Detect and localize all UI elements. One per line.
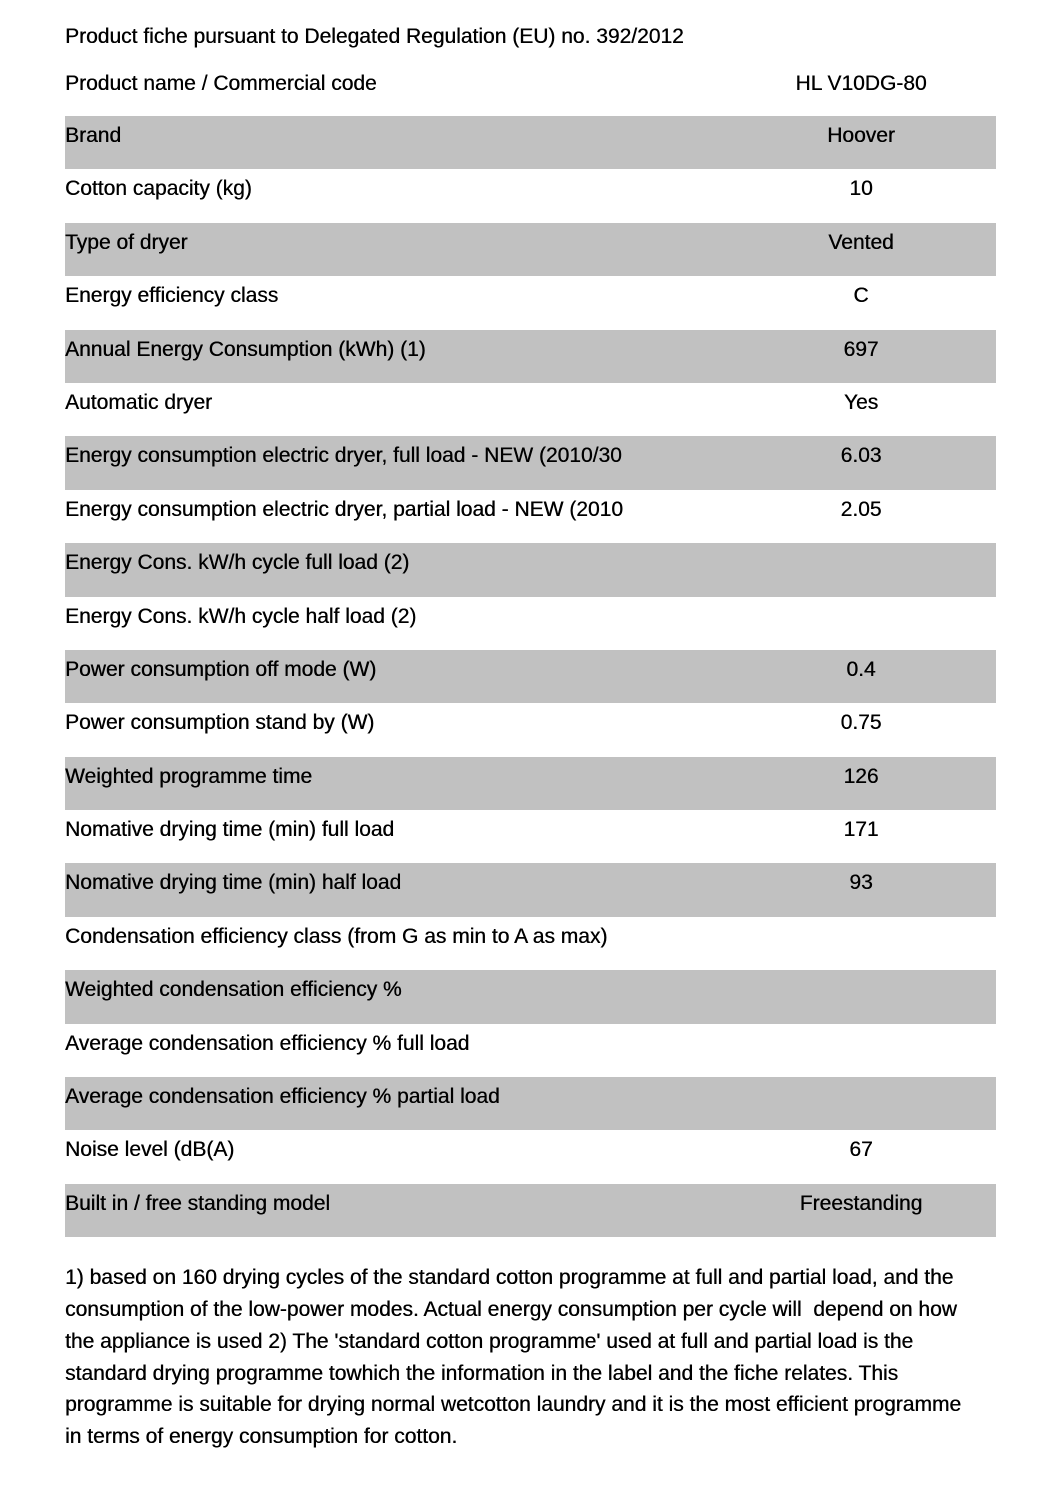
table-row (65, 1077, 996, 1130)
row-value: 93 (849, 871, 873, 895)
table-row (65, 383, 996, 436)
row-value: 2.05 (840, 497, 882, 521)
row-label: Nomative drying time (min) full load (65, 818, 395, 842)
row-label: Energy Cons. kW/h cycle full load (2) (65, 551, 410, 575)
footnote-line: 1) based on 160 drying cycles of the standard cotton programme at full and partial load, and the (65, 1266, 954, 1290)
row-value: 67 (849, 1138, 873, 1162)
row-value: 0.4 (846, 657, 876, 681)
table-row (65, 1184, 996, 1237)
row-value: Yes (843, 390, 879, 414)
row-value: Hoover (827, 124, 895, 147)
row-label: Weighted condensation efficiency % (65, 978, 402, 1002)
row-value: 171 (843, 818, 879, 842)
table-row (65, 223, 996, 276)
table-row (65, 970, 996, 1023)
row-label: Annual Energy Consumption (kWh) (1) (65, 337, 426, 361)
table-row (65, 543, 996, 596)
table-row (65, 757, 996, 810)
row-value: C (853, 284, 869, 308)
table-row (65, 703, 996, 756)
product-name-value: HL V10DG-80 (795, 72, 927, 95)
product-name-row (65, 72, 996, 96)
table-row (65, 917, 996, 970)
table-row (65, 169, 996, 222)
row-label: Nomative drying time (min) half load (65, 871, 402, 895)
row-label: Energy Cons. kW/h cycle half load (2) (65, 604, 417, 628)
row-label: Noise level (dB(A) (65, 1138, 235, 1162)
product-name-label: Product name / Commercial code (65, 72, 377, 95)
table-row (65, 810, 996, 863)
row-label: Automatic dryer (65, 390, 213, 414)
row-label: Built in / free standing model (65, 1191, 330, 1215)
row-label: Energy consumption electric dryer, full load - NEW (2010/30 (65, 444, 622, 468)
row-value: Freestanding (799, 1191, 923, 1215)
table-row (65, 1130, 996, 1183)
footnote-line: the appliance is used 2) The 'standard cotton programme' used at full and partial load is the (65, 1329, 914, 1353)
spec-table (65, 116, 996, 1237)
row-value: 697 (843, 337, 879, 361)
footnote-line: standard drying programme towhich the information in the label and the fiche relates. This (65, 1361, 899, 1385)
row-label: Condensation efficiency class (from G as min to A as max) (65, 924, 608, 948)
row-value: 6.03 (840, 444, 882, 468)
row-label: Power consumption stand by (W) (65, 711, 375, 735)
table-row (65, 276, 996, 329)
row-label: Energy efficiency class (65, 284, 279, 308)
row-label: Power consumption off mode (W) (65, 657, 377, 681)
row-label: Weighted programme time (65, 764, 313, 788)
footnote-line: in terms of energy consumption for cotton. (65, 1425, 458, 1449)
row-label: Average condensation efficiency % full load (65, 1031, 470, 1055)
table-row (65, 597, 996, 650)
footnote (65, 1262, 996, 1453)
table-row (65, 1024, 996, 1077)
row-label: Brand (65, 124, 122, 147)
row-label: Cotton capacity (kg) (65, 177, 252, 201)
document-title: Product fiche pursuant to Delegated Regulation (EU) no. 392/2012 (65, 25, 684, 48)
row-value: 0.75 (840, 711, 882, 735)
table-row (65, 116, 996, 169)
row-value: 126 (843, 764, 879, 788)
table-row (65, 863, 996, 916)
table-row (65, 650, 996, 703)
footnote-line: programme is suitable for drying normal wetcotton laundry and it is the most efficient programme (65, 1393, 962, 1417)
row-label: Energy consumption electric dryer, partial load - NEW (2010 (65, 497, 623, 521)
row-value: Vented (828, 230, 894, 254)
table-row (65, 330, 996, 383)
row-label: Type of dryer (65, 230, 188, 254)
row-value: 10 (849, 177, 873, 201)
table-row (65, 436, 996, 489)
row-label: Average condensation efficiency % partial load (65, 1085, 500, 1109)
footnote-line: consumption of the low-power modes. Actual energy consumption per cycle will depend on how (65, 1298, 957, 1321)
table-row (65, 490, 996, 543)
